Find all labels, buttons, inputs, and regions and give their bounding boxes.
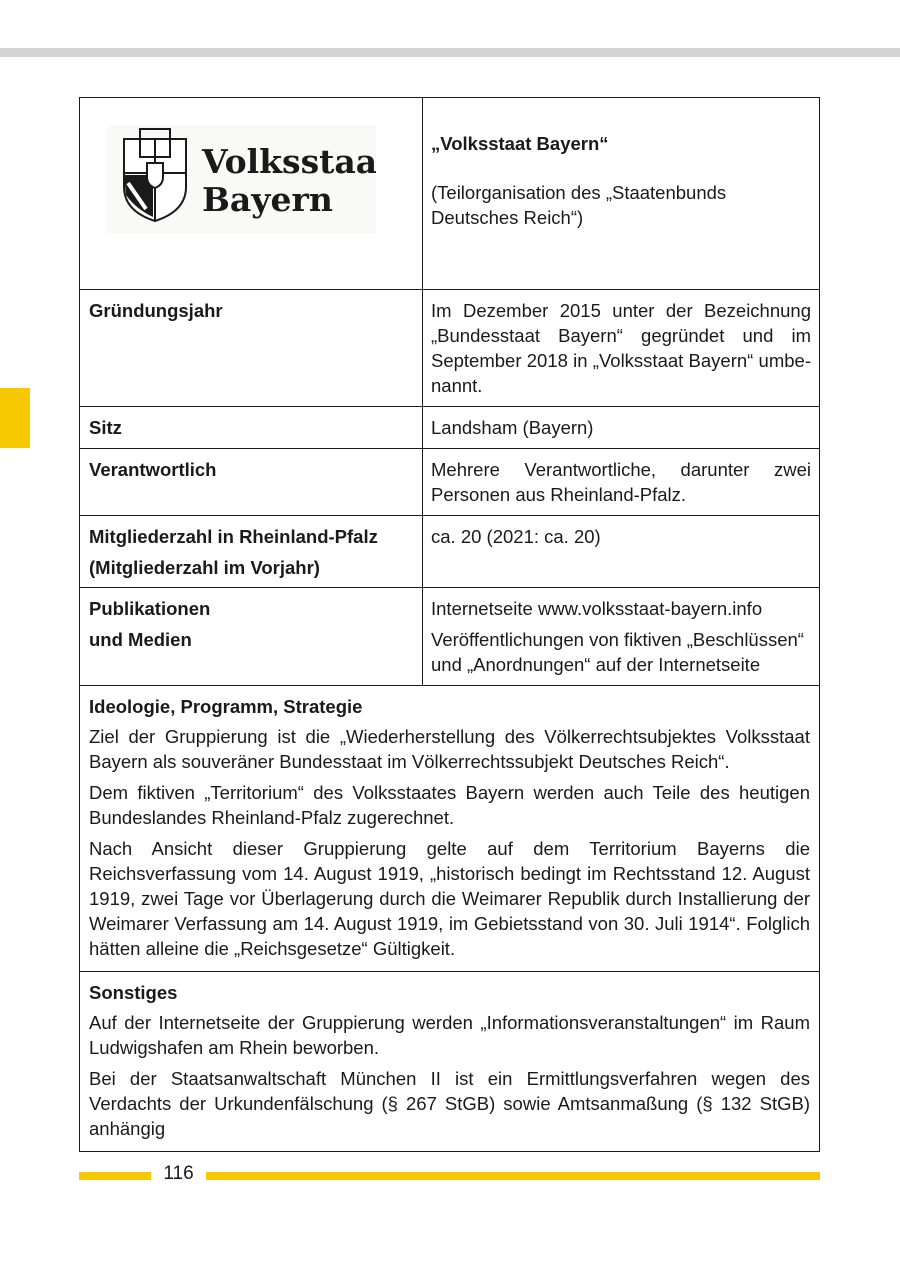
publications-label: [80, 588, 423, 686]
members-label: [80, 516, 423, 588]
ideology-cell: [80, 686, 820, 972]
founded-label: Gründungsjahr: [80, 290, 423, 407]
organization-subtitle: (Teilorganisation des „Staatenbunds Deutsches Reich“): [431, 182, 727, 228]
publications-label-line2: und Medien: [89, 629, 192, 650]
ideology-title: Ideologie, Programm, Strategie: [89, 696, 363, 717]
members-value: ca. 20 (2021: ca. 20): [423, 516, 820, 588]
publications-value: [423, 588, 820, 686]
publications-label-line1: Publikationen: [89, 598, 211, 619]
coat-of-arms-icon: [106, 125, 376, 233]
founded-value: Im Dezember 2015 unter der Bezeichnung „Bundesstaat Bayern“ gegründet und im September 2018 in „Volksstaat Bayern“ umbe-nannt.: [423, 290, 820, 407]
table-row: [80, 290, 820, 407]
footer-bar-left: [79, 1172, 151, 1180]
title-cell: [423, 98, 820, 290]
page-number: 116: [163, 1163, 194, 1184]
misc-title: Sonstiges: [89, 982, 178, 1003]
members-label-line1: Mitgliederzahl in Rheinland-Pfalz: [89, 526, 378, 547]
table-row: [80, 449, 820, 516]
logo-wordmark-line2: Bayern: [202, 180, 333, 219]
seat-label: Sitz: [80, 407, 423, 449]
seat-value: Landsham (Bayern): [423, 407, 820, 449]
footer-bar-right: [206, 1172, 820, 1180]
organization-profile-table: [79, 97, 820, 1152]
misc-paragraph: Auf der Internetseite der Gruppierung werden „Informationsveranstaltungen“ im Raum Ludwigshafen am Rhein beworben.: [89, 1012, 810, 1058]
publications-website: Internetseite www.volksstaat-bayern.info: [431, 598, 763, 619]
responsible-label: Verantwortlich: [80, 449, 423, 516]
ideology-paragraph: Nach Ansicht dieser Gruppierung gelte auf dem Territorium Bayerns die Reichsverfassung vom 14. August 1919, „historisch bedingt im Rechtsstand 12. August 1919, zwei Tage vor Überlagerung durch die Weimarer Republik durch Installierung der Weimarer Verfassung am 14. August 1919, im Gebietsstand von 30. Juli 1914“. Folglich hätten alleine die „Reichsgesetze“ Gültigkeit.: [89, 838, 810, 959]
table-row: [80, 588, 820, 686]
ideology-row: [80, 686, 820, 972]
table-row: [80, 407, 820, 449]
organization-title: „Volksstaat Bayern“: [431, 133, 609, 154]
members-label-line2: (Mitgliederzahl im Vorjahr): [89, 557, 320, 578]
misc-cell: [80, 972, 820, 1152]
chapter-tab-marker: [0, 388, 30, 448]
ideology-paragraph: Ziel der Gruppierung ist die „Wiederherstellung des Völkerrechtsubjektes Volksstaat Bayern als souveräner Bundesstaat im Völkerrechtssubjekt Deutsches Reich“.: [89, 726, 810, 772]
logo-wordmark-line1: Volksstaat: [202, 142, 376, 181]
responsible-value: Mehrere Verantwortliche, darunter zwei Personen aus Rheinland-Pfalz.: [423, 449, 820, 516]
ideology-paragraph: Dem fiktiven „Territorium“ des Volksstaates Bayern werden auch Teile des heutigen Bundeslandes Rheinland-Pfalz zugerechnet.: [89, 782, 810, 828]
publications-releases: Veröffentlichungen von fiktiven „Beschlüssen“ und „Anordnungen“ auf der Internetseite: [431, 629, 804, 675]
misc-row: [80, 972, 820, 1152]
organization-logo: [106, 125, 376, 233]
table-row: [80, 516, 820, 588]
top-rule: [0, 48, 900, 57]
misc-paragraph: Bei der Staatsanwaltschaft München II ist ein Ermittlungsverfahren wegen des Verdachts der Urkundenfälschung (§ 267 StGB) sowie Amtsanmaßung (§ 132 StGB) anhängig: [89, 1068, 810, 1139]
